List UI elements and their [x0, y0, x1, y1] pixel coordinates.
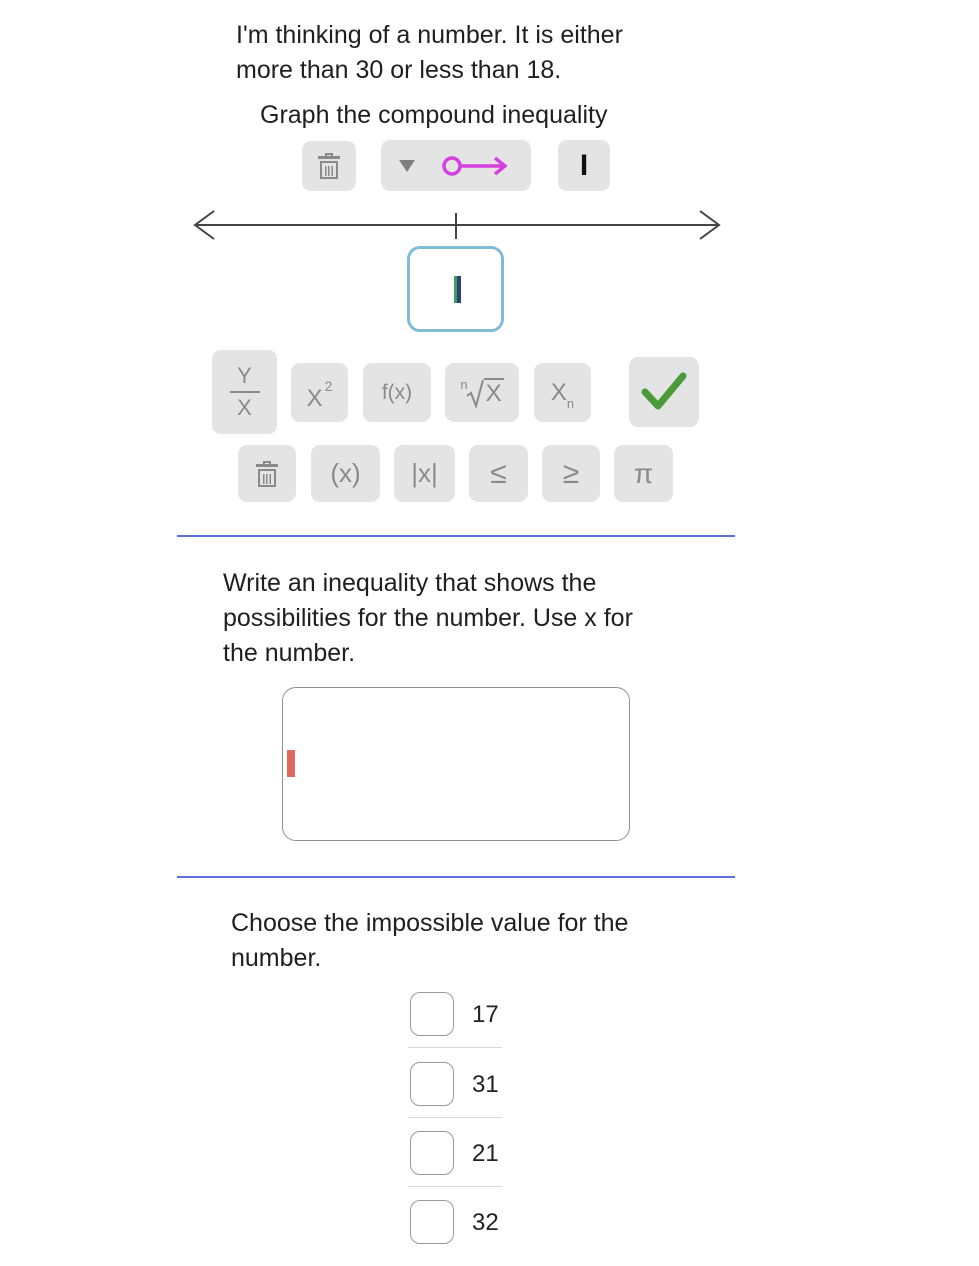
- submit-button[interactable]: [629, 357, 699, 427]
- fraction-denominator: X: [237, 395, 252, 420]
- choice-option[interactable]: [408, 1056, 502, 1110]
- less-equal-button[interactable]: ≤: [469, 445, 528, 502]
- power-base: X: [306, 384, 323, 412]
- section-divider: [177, 535, 735, 537]
- trash-icon: [256, 461, 278, 487]
- choice-prompt-line-2: number.: [231, 944, 322, 972]
- checkbox[interactable]: [410, 992, 454, 1036]
- choice-option[interactable]: [408, 1125, 502, 1179]
- caret-down-icon: [399, 160, 415, 172]
- power-button[interactable]: [291, 363, 348, 422]
- tick-value-input[interactable]: [407, 246, 504, 332]
- graph-delete-button[interactable]: [302, 141, 356, 191]
- absolute-value-button[interactable]: |x|: [394, 445, 455, 502]
- inequality-answer-input[interactable]: [282, 687, 630, 841]
- pi-button[interactable]: π: [614, 445, 673, 502]
- choice-prompt: [231, 906, 628, 976]
- text-cursor: [287, 750, 295, 777]
- checkbox[interactable]: [410, 1062, 454, 1106]
- checkmark-icon: [641, 372, 687, 412]
- inequality-prompt-line-1: Write an inequality that shows the: [223, 569, 597, 597]
- function-button[interactable]: f(x): [363, 363, 431, 422]
- choice-label: 21: [472, 1140, 499, 1167]
- problem-line-2: more than 30 or less than 18.: [236, 56, 562, 84]
- point-tool-button[interactable]: I: [558, 140, 610, 191]
- root-radicand: X: [485, 380, 502, 407]
- choice-label: 32: [472, 1209, 499, 1236]
- choice-label: 17: [472, 1001, 499, 1028]
- inequality-prompt-line-3: the number.: [223, 639, 356, 667]
- keypad-delete-button[interactable]: [238, 445, 296, 502]
- open-circle-icon: [444, 158, 460, 174]
- radical-icon: [466, 378, 484, 408]
- root-button[interactable]: [445, 363, 519, 422]
- subscript-index: n: [566, 396, 575, 411]
- inequality-prompt-line-2: possibilities for the number. Use x for: [223, 604, 633, 632]
- greater-equal-button[interactable]: ≥: [542, 445, 600, 502]
- problem-statement: [236, 18, 623, 88]
- root-index: n: [460, 377, 468, 392]
- number-line[interactable]: [190, 206, 725, 246]
- choice-option[interactable]: [408, 986, 502, 1040]
- graph-tool-dropdown[interactable]: [381, 140, 531, 191]
- subscript-base: X: [550, 378, 567, 406]
- inequality-prompt: [223, 566, 633, 671]
- trash-icon: [318, 153, 340, 179]
- checkbox[interactable]: [410, 1200, 454, 1244]
- graph-prompt: Graph the compound inequality: [260, 101, 608, 129]
- parentheses-button[interactable]: (x): [311, 445, 380, 502]
- fraction-button[interactable]: [212, 350, 277, 434]
- power-exponent: 2: [324, 377, 333, 394]
- choice-option[interactable]: [408, 1194, 502, 1248]
- checkbox[interactable]: [410, 1131, 454, 1175]
- ray-tool-icon: [397, 151, 507, 181]
- problem-line-1: I'm thinking of a number. It is either: [236, 21, 623, 49]
- choice-prompt-line-1: Choose the impossible value for the: [231, 909, 629, 937]
- subscript-button[interactable]: [534, 363, 591, 422]
- fraction-numerator: Y: [237, 363, 252, 388]
- choice-label: 31: [472, 1071, 499, 1098]
- section-divider: [177, 876, 735, 878]
